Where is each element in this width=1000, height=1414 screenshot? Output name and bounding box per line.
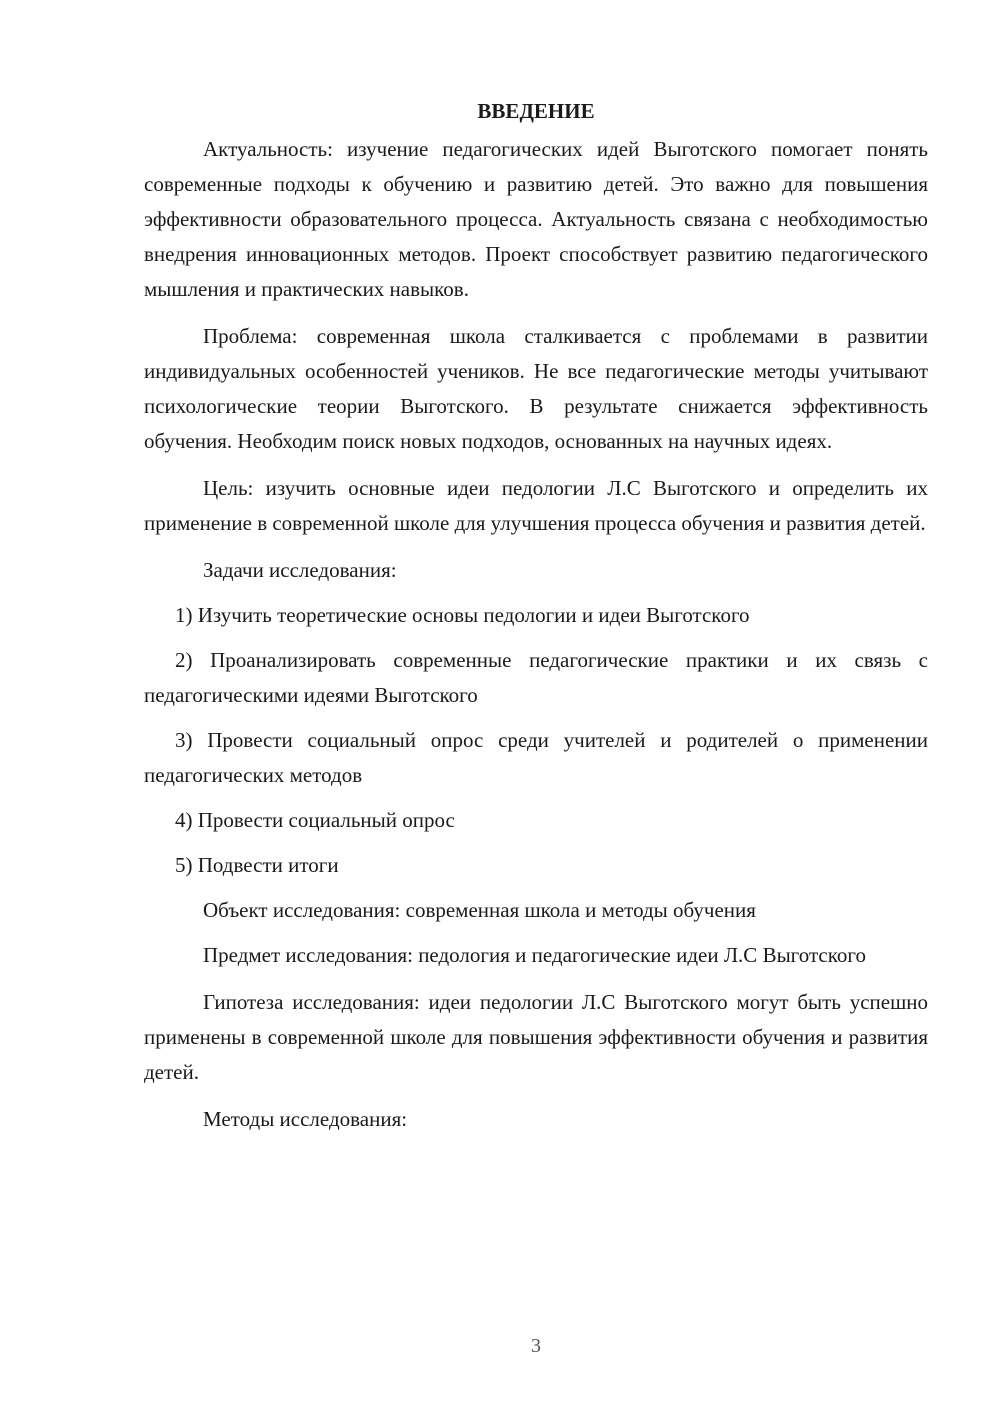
research-hypothesis: Гипотеза исследования: идеи педологии Л.С Выготского могут быть успешно применены в современной школе для повышения эффективности обучения и развития детей. [144, 990, 928, 1084]
tasks-heading: Задачи исследования: [203, 558, 397, 582]
task-item-2: 2) Проанализировать современные педагогические практики и их связь с педагогическими идеями Выготского [144, 648, 928, 707]
relevance-paragraph: Актуальность: изучение педагогических идей Выготского помогает понять современные подходы к обучению и развитию детей. Это важно для повышения эффективности образовательного процесса. Актуальность связана с необходимостью внедрения инновационных методов. Проект способствует развитию педагогического мышления и практических навыков. [144, 137, 928, 301]
methods-heading: Методы исследования: [203, 1107, 408, 1131]
goal-paragraph: Цель: изучить основные идеи педологии Л.С Выготского и определить их применение в современной школе для улучшения процесса обучения и развития детей. [144, 476, 928, 535]
task-item-4: 4) Провести социальный опрос [175, 808, 455, 832]
page-number: 3 [531, 1335, 541, 1357]
task-item-5: 5) Подвести итоги [175, 853, 339, 877]
page-content [144, 96, 928, 1149]
research-subject: Предмет исследования: педология и педагогические идеи Л.С Выготского [203, 943, 866, 967]
research-object: Объект исследования: современная школа и методы обучения [203, 898, 756, 922]
problem-paragraph: Проблема: современная школа сталкивается с проблемами в развитии индивидуальных особенностей учеников. Не все педагогические методы учитывают психологические теории Выготского. В результате снижается эффективность обучения. Необходим поиск новых подходов, основанных на научных идеях. [144, 324, 928, 453]
task-item-1: 1) Изучить теоретические основы педологии и идеи Выготского [175, 603, 750, 627]
page-title: ВВЕДЕНИЕ [477, 99, 595, 123]
task-item-3: 3) Провести социальный опрос среди учителей и родителей о применении педагогических методов [144, 728, 928, 787]
